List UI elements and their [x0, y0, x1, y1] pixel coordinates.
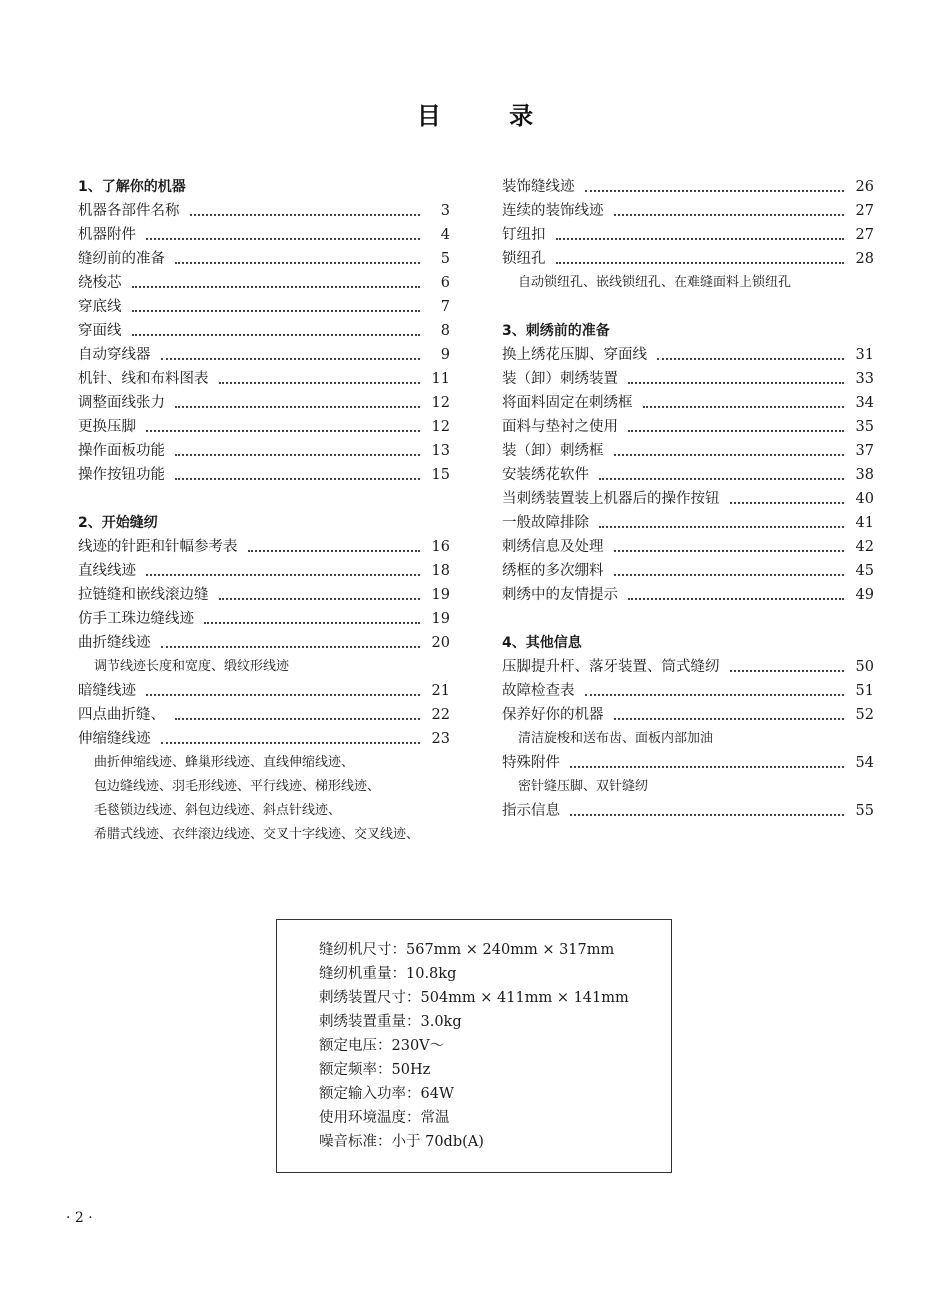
dot-leader [614, 560, 845, 576]
toc-entry-label: 穿底线 [78, 299, 122, 315]
toc-entry-label: 暗缝线迹 [78, 683, 136, 699]
toc-entry-page: 45 [855, 563, 874, 579]
dot-leader [248, 536, 421, 552]
toc-subentry: 包边缝线迹、羽毛形线迹、平行线迹、梯形线迹、 [94, 779, 381, 794]
spec-line: 使用环境温度：常温 [319, 1110, 450, 1126]
toc-entry[interactable] [78, 679, 450, 703]
toc-entry[interactable] [78, 247, 450, 271]
toc-entry-label: 机器各部件名称 [78, 203, 180, 219]
spec-line: 噪音标准：小于 70db(A) [319, 1134, 484, 1150]
dot-leader [146, 680, 420, 696]
dot-leader [132, 272, 421, 288]
spec-line: 缝纫机尺寸：567mm × 240mm × 317mm [319, 942, 615, 958]
spec-line: 额定输入功率：64W [319, 1086, 454, 1102]
page-title: 目 录 [416, 102, 564, 130]
toc-entry[interactable] [78, 367, 450, 391]
toc-right-column [502, 175, 874, 823]
toc-entry-label: 调整面线张力 [78, 395, 165, 411]
toc-subentry: 清洁旋梭和送布齿、面板内部加油 [518, 731, 714, 746]
toc-entry-label: 锁纽孔 [502, 251, 546, 267]
toc-entry-label: 装（卸）刺绣装置 [502, 371, 618, 387]
toc-entry[interactable] [78, 463, 450, 487]
toc-entry[interactable] [502, 679, 874, 703]
toc-entry-page: 18 [431, 563, 450, 579]
toc-entry-page: 19 [431, 611, 450, 627]
toc-entry-label: 一般故障排除 [502, 515, 589, 531]
dot-leader [730, 488, 845, 504]
toc-entry-label: 绕梭芯 [78, 275, 122, 291]
toc-entry[interactable] [78, 343, 450, 367]
dot-leader [146, 416, 420, 432]
toc-subentry: 希腊式线迹、衣绊滚边线迹、交叉十字线迹、交叉线迹、 [94, 827, 420, 842]
toc-entry[interactable] [502, 223, 874, 247]
toc-left-column [78, 175, 450, 847]
toc-entry[interactable] [502, 511, 874, 535]
toc-entry-page: 35 [855, 419, 874, 435]
dot-leader [219, 584, 421, 600]
toc-entry-page: 23 [431, 731, 450, 747]
toc-entry-page: 38 [855, 467, 874, 483]
dot-leader [657, 344, 844, 360]
toc-entry-page: 41 [855, 515, 874, 531]
dot-leader [628, 584, 844, 600]
spec-line: 缝纫机重量：10.8kg [319, 966, 457, 982]
toc-entry-label: 装（卸）刺绣框 [502, 443, 604, 459]
dot-leader [175, 392, 420, 408]
dot-leader [585, 680, 845, 696]
toc-entry-page: 15 [431, 467, 450, 483]
toc-entry[interactable] [78, 439, 450, 463]
toc-entry-page: 27 [855, 227, 874, 243]
dot-leader [175, 704, 420, 720]
toc-entry-label: 绣框的多次绷料 [502, 563, 604, 579]
spacer [502, 295, 874, 319]
toc-entry[interactable] [78, 727, 450, 751]
toc-entry-page: 16 [431, 539, 450, 555]
toc-entry[interactable] [502, 367, 874, 391]
dot-leader [219, 368, 421, 384]
toc-entry[interactable] [502, 199, 874, 223]
toc-entry[interactable] [502, 559, 874, 583]
dot-leader [204, 608, 420, 624]
toc-entry-label: 更换压脚 [78, 419, 136, 435]
spec-line: 额定频率：50Hz [319, 1062, 431, 1078]
section-heading: 4、其他信息 [502, 635, 582, 651]
dot-leader [628, 368, 844, 384]
toc-entry-label: 将面料固定在刺绣框 [502, 395, 633, 411]
dot-leader [614, 200, 845, 216]
toc-entry[interactable] [78, 703, 450, 727]
dot-leader [146, 224, 420, 240]
dot-leader [570, 752, 844, 768]
dot-leader [643, 392, 845, 408]
dot-leader [132, 320, 421, 336]
toc-entry[interactable] [78, 319, 450, 343]
toc-entry-label: 线迹的针距和针幅参考表 [78, 539, 238, 555]
toc-entry-label: 穿面线 [78, 323, 122, 339]
toc-entry-page: 31 [855, 347, 874, 363]
toc-entry[interactable] [78, 199, 450, 223]
toc-entry-label: 仿手工珠边缝线迹 [78, 611, 194, 627]
page-number: · 2 · [66, 1210, 93, 1226]
toc-entry[interactable] [78, 415, 450, 439]
toc-entry-label: 刺绣中的友情提示 [502, 587, 618, 603]
dot-leader [190, 200, 421, 216]
toc-entry[interactable] [502, 535, 874, 559]
toc-entry[interactable] [502, 703, 874, 727]
toc-entry[interactable] [78, 607, 450, 631]
toc-entry[interactable] [78, 535, 450, 559]
section-heading: 2、开始缝纫 [78, 515, 158, 531]
toc-subentry: 曲折伸缩线迹、蜂巢形线迹、直线伸缩线迹、 [94, 755, 355, 770]
toc-entry-page: 9 [440, 347, 450, 363]
spec-line: 刺绣装置尺寸：504mm × 411mm × 141mm [319, 990, 629, 1006]
toc-entry-label: 当刺绣装置装上机器后的操作按钮 [502, 491, 720, 507]
toc-entry-label: 指示信息 [502, 803, 560, 819]
dot-leader [175, 464, 420, 480]
toc-entry-page: 13 [431, 443, 450, 459]
toc-entry[interactable] [502, 655, 874, 679]
toc-entry[interactable] [502, 343, 874, 367]
toc-entry-page: 54 [855, 755, 874, 771]
spacer [502, 607, 874, 631]
toc-entry[interactable] [78, 223, 450, 247]
dot-leader [556, 248, 845, 264]
toc-entry-page: 52 [855, 707, 874, 723]
toc-entry[interactable] [502, 439, 874, 463]
toc-entry-page: 21 [431, 683, 450, 699]
dot-leader [132, 296, 421, 312]
toc-entry-page: 26 [855, 179, 874, 195]
dot-leader [556, 224, 845, 240]
toc-entry-page: 28 [855, 251, 874, 267]
toc-entry-page: 12 [431, 395, 450, 411]
toc-subentry: 自动锁纽孔、嵌线锁纽孔、在难缝面料上锁纽孔 [518, 275, 792, 290]
toc-entry-label: 故障检查表 [502, 683, 575, 699]
toc-entry-label: 换上绣花压脚、穿面线 [502, 347, 647, 363]
toc-entry[interactable] [502, 247, 874, 271]
dot-leader [730, 656, 845, 672]
toc-entry[interactable] [78, 391, 450, 415]
dot-leader [161, 632, 421, 648]
toc-entry-page: 7 [440, 299, 450, 315]
toc-entry-page: 51 [855, 683, 874, 699]
dot-leader [161, 728, 421, 744]
toc-entry[interactable] [502, 487, 874, 511]
dot-leader [146, 560, 420, 576]
toc-entry[interactable] [502, 583, 874, 607]
toc-entry-label: 缝纫前的准备 [78, 251, 165, 267]
toc-entry-label: 操作按钮功能 [78, 467, 165, 483]
spacer [78, 487, 450, 511]
toc-entry[interactable] [502, 391, 874, 415]
toc-entry-label: 钉纽扣 [502, 227, 546, 243]
toc-subentry: 毛毯锁边线迹、斜包边线迹、斜点针线迹、 [94, 803, 342, 818]
section-heading: 3、刺绣前的准备 [502, 323, 610, 339]
toc-entry[interactable] [78, 559, 450, 583]
toc-entry-page: 42 [855, 539, 874, 555]
toc-entry[interactable] [78, 295, 450, 319]
dot-leader [585, 176, 845, 192]
dot-leader [614, 536, 845, 552]
toc-entry-label: 保养好你的机器 [502, 707, 604, 723]
toc-subentry: 调节线迹长度和宽度、缎纹形线迹 [94, 659, 290, 674]
dot-leader [175, 440, 420, 456]
dot-leader [161, 344, 421, 360]
toc-entry-page: 50 [855, 659, 874, 675]
dot-leader [614, 440, 845, 456]
toc-entry[interactable] [502, 799, 874, 823]
toc-entry-page: 49 [855, 587, 874, 603]
spec-line: 额定电压：230V～ [319, 1038, 445, 1054]
toc-entry-page: 5 [440, 251, 450, 267]
toc-entry[interactable] [502, 415, 874, 439]
toc-entry-label: 四点曲折缝、 [78, 707, 165, 723]
toc-entry-page: 19 [431, 587, 450, 603]
toc-entry-page: 22 [431, 707, 450, 723]
specifications-box [276, 919, 672, 1173]
toc-entry-page: 3 [440, 203, 450, 219]
toc-entry-page: 55 [855, 803, 874, 819]
toc-entry-label: 自动穿线器 [78, 347, 151, 363]
toc-entry-page: 34 [855, 395, 874, 411]
section-heading: 1、了解你的机器 [78, 179, 186, 195]
spec-line: 刺绣装置重量：3.0kg [319, 1014, 462, 1030]
toc-entry-label: 伸缩缝线迹 [78, 731, 151, 747]
dot-leader [599, 512, 844, 528]
toc-entry[interactable] [78, 583, 450, 607]
toc-entry[interactable] [78, 271, 450, 295]
toc-entry-label: 特殊附件 [502, 755, 560, 771]
toc-entry[interactable] [502, 463, 874, 487]
toc-entry-label: 直线线迹 [78, 563, 136, 579]
toc-entry-page: 4 [440, 227, 450, 243]
toc-entry-label: 曲折缝线迹 [78, 635, 151, 651]
toc-entry-page: 27 [855, 203, 874, 219]
toc-entry[interactable] [502, 175, 874, 199]
toc-entry-label: 刺绣信息及处理 [502, 539, 604, 555]
toc-entry[interactable] [502, 751, 874, 775]
toc-entry-label: 面料与垫衬之使用 [502, 419, 618, 435]
toc-entry-label: 压脚提升杆、落牙装置、筒式缝纫 [502, 659, 720, 675]
toc-entry-page: 8 [440, 323, 450, 339]
toc-entry-page: 33 [855, 371, 874, 387]
toc-entry-page: 37 [855, 443, 874, 459]
toc-entry-page: 11 [431, 371, 450, 387]
toc-entry-label: 连续的装饰线迹 [502, 203, 604, 219]
toc-subentry: 密针缝压脚、双针缝纫 [518, 779, 649, 794]
toc-entry-label: 装饰缝线迹 [502, 179, 575, 195]
toc-entry-page: 20 [431, 635, 450, 651]
toc-entry[interactable] [78, 631, 450, 655]
dot-leader [175, 248, 420, 264]
toc-entry-label: 安装绣花软件 [502, 467, 589, 483]
dot-leader [570, 800, 844, 816]
dot-leader [614, 704, 845, 720]
toc-entry-page: 40 [855, 491, 874, 507]
toc-entry-label: 操作面板功能 [78, 443, 165, 459]
dot-leader [628, 416, 844, 432]
toc-entry-label: 拉链缝和嵌线滚边缝 [78, 587, 209, 603]
toc-entry-page: 12 [431, 419, 450, 435]
toc-entry-label: 机器附件 [78, 227, 136, 243]
dot-leader [599, 464, 844, 480]
toc-entry-label: 机针、线和布料图表 [78, 371, 209, 387]
toc-entry-page: 6 [440, 275, 450, 291]
